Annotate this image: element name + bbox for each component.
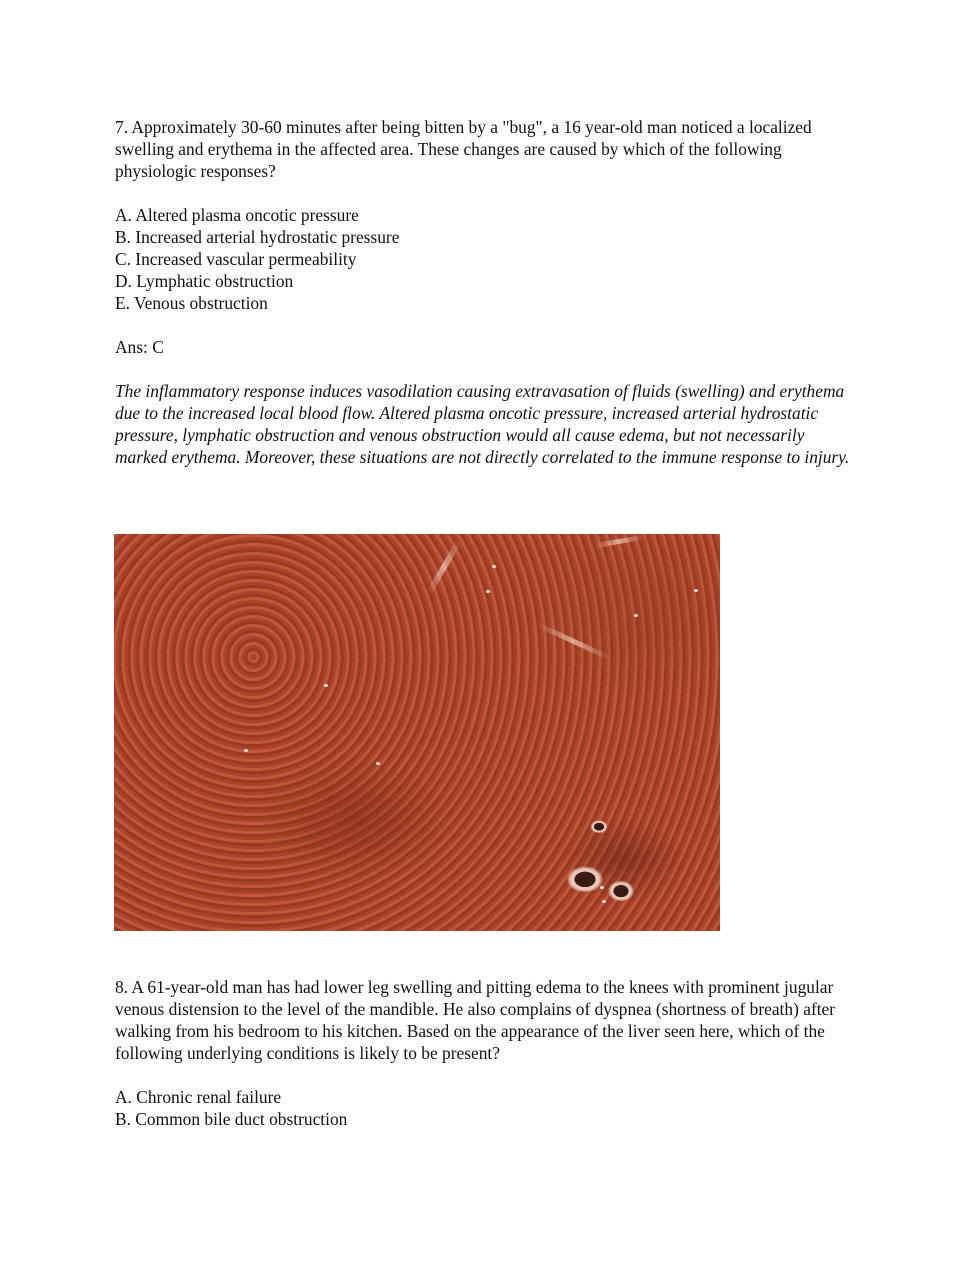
option-b: B. Common bile duct obstruction <box>115 1109 348 1129</box>
option-a: A. Chronic renal failure <box>115 1087 282 1107</box>
question-8-stem: 8. A 61-year-old man has had lower leg swelling and pitting edema to the knees with prominent jugular venous distension to the level of the mandible. He also complains of dyspnea (shortness of breath) after walking from his bedroom to his kitchen. Based on the appearance of the liver seen here, which of the following underlying conditions is likely to be present? <box>115 977 836 1063</box>
liver-photograph <box>114 534 720 931</box>
question-7-stem: 7. Approximately 30-60 minutes after being bitten by a "bug", a 16 year-old man noticed a localized swelling and erythema in the affected area. These changes are caused by which of the following physiologic responses? <box>115 117 812 181</box>
option-b: B. Increased arterial hydrostatic pressure <box>115 227 400 247</box>
option-a: A. Altered plasma oncotic pressure <box>115 205 359 225</box>
question-7-explanation: The inflammatory response induces vasodilation causing extravasation of fluids (swelling) and erythema due to the increased local blood flow. Altered plasma oncotic pressure, increased arterial hydrostatic pressure, lymphatic obstruction and venous obstruction would all cause edema, but not necessarily marked erythema. Moreover, these situations are not directly correlated to the immune response to injury. <box>115 381 850 467</box>
option-e: E. Venous obstruction <box>115 293 268 313</box>
option-d: D. Lymphatic obstruction <box>115 271 294 291</box>
question-7-options <box>115 204 860 314</box>
question-7-answer: Ans: C <box>115 337 164 357</box>
option-c: C. Increased vascular permeability <box>115 249 357 269</box>
question-8-options <box>115 1086 860 1130</box>
